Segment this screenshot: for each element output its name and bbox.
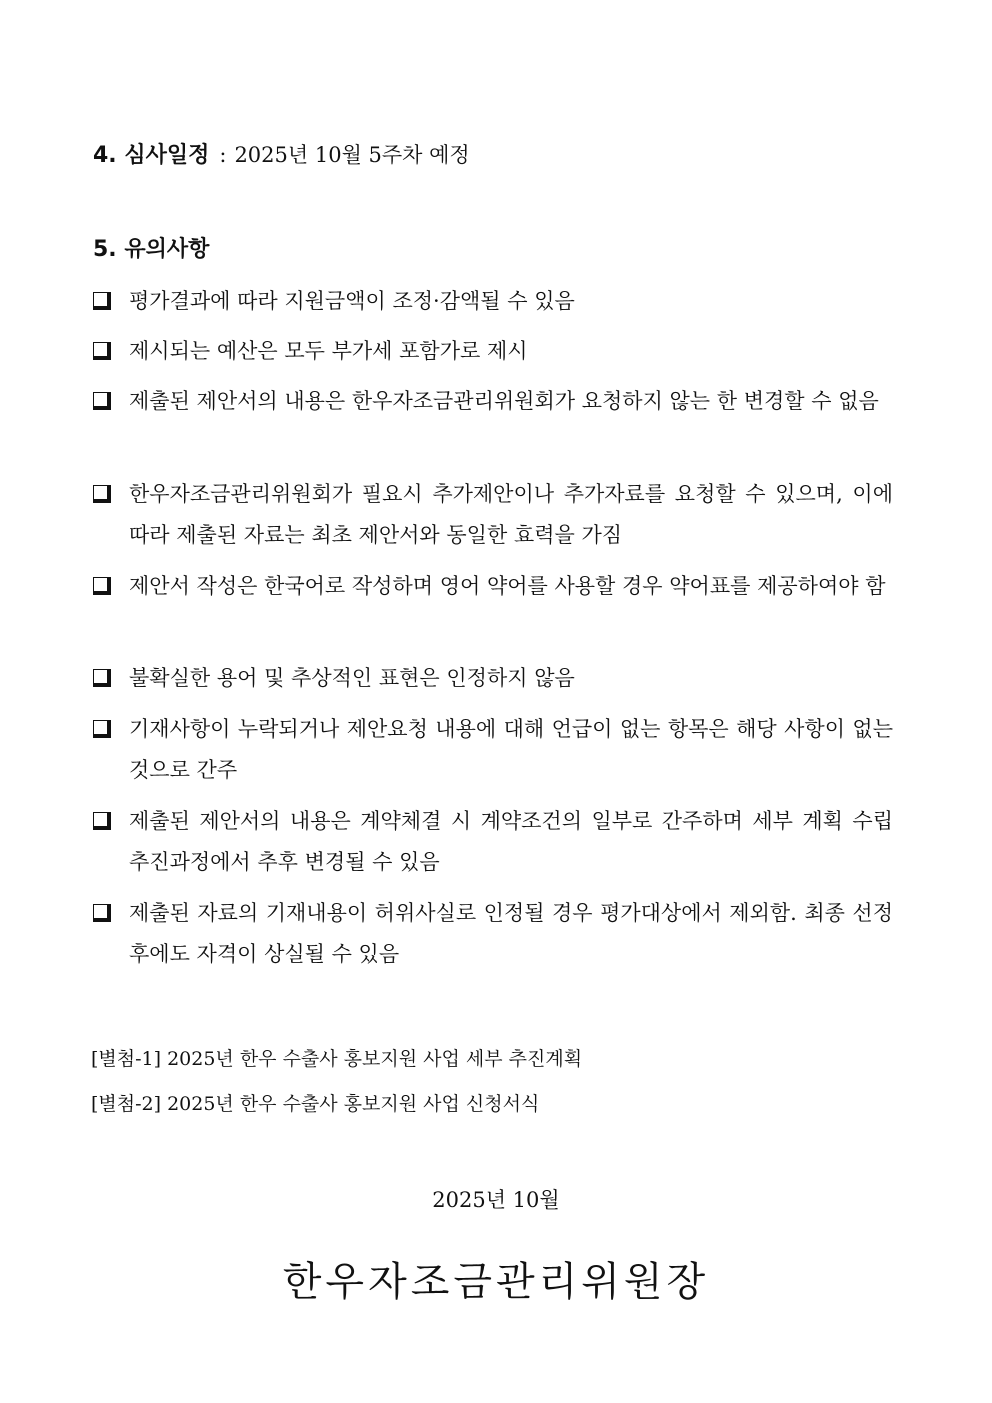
notice-item [93,658,893,699]
section-4-value: 2025년 10월 5주차 예정 [234,143,470,167]
notice-item-text: 한우자조금관리위원회가 필요시 추가제안이나 추가자료를 요청할 수 있으며, 이에 따라 제출된 자료는 최초 제안서와 동일한 효력을 가짐 [129,482,893,547]
section-4-heading [93,140,470,171]
notice-item [93,566,893,607]
notice-item-text: 제안서 작성은 한국어로 작성하며 영어 약어를 사용할 경우 약어표를 제공하여야 함 [129,574,886,598]
section-5-heading [93,235,209,265]
checkbox-icon [93,904,111,922]
checkbox-icon [93,720,111,738]
notice-item-text: 제출된 제안서의 내용은 한우자조금관리위원회가 요청하지 않는 한 변경할 수 없음 [129,389,879,413]
notice-item-text: 평가결과에 따라 지원금액이 조정·감액될 수 있음 [129,289,575,313]
section-4-separator: : [219,143,227,167]
notice-item [93,381,893,422]
notice-item [93,331,893,372]
notice-item [93,709,893,791]
section-4-number: 4. [93,143,117,168]
section-4-title: 심사일정 [124,143,210,168]
checkbox-icon [93,292,111,310]
checkbox-icon [93,577,111,595]
notice-item [93,474,893,556]
notice-item-text: 제출된 자료의 기재내용이 허위사실로 인정될 경우 평가대상에서 제외함. 최종 선정 후에도 자격이 상실될 수 있음 [129,901,893,966]
checkbox-icon [93,485,111,503]
checkbox-icon [93,669,111,687]
section-5-title: 유의사항 [124,237,210,262]
notice-item-text: 제시되는 예산은 모두 부가세 포함가로 제시 [129,339,528,363]
attachment-1: [별첨-1] 2025년 한우 수출사 홍보지원 사업 세부 추진계획 [91,1048,583,1070]
checkbox-icon [93,812,111,830]
notice-item [93,281,893,322]
section-5-number: 5. [93,237,117,262]
issue-date: 2025년 10월 [432,1188,560,1212]
notice-item [93,893,893,975]
attachment-2: [별첨-2] 2025년 한우 수출사 홍보지원 사업 신청서식 [91,1093,540,1115]
checkbox-icon [93,392,111,410]
signature-title: 한우자조금관리위원장 [282,1259,710,1305]
notice-item [93,801,893,883]
checkbox-icon [93,342,111,360]
notice-item-text: 제출된 제안서의 내용은 계약체결 시 계약조건의 일부로 간주하며 세부 계획 수립 추진과정에서 추후 변경될 수 있음 [129,809,893,874]
notice-item-text: 불확실한 용어 및 추상적인 표현은 인정하지 않음 [129,666,575,690]
notice-item-text: 기재사항이 누락되거나 제안요청 내용에 대해 언급이 없는 항목은 해당 사항이 없는 것으로 간주 [129,717,893,782]
